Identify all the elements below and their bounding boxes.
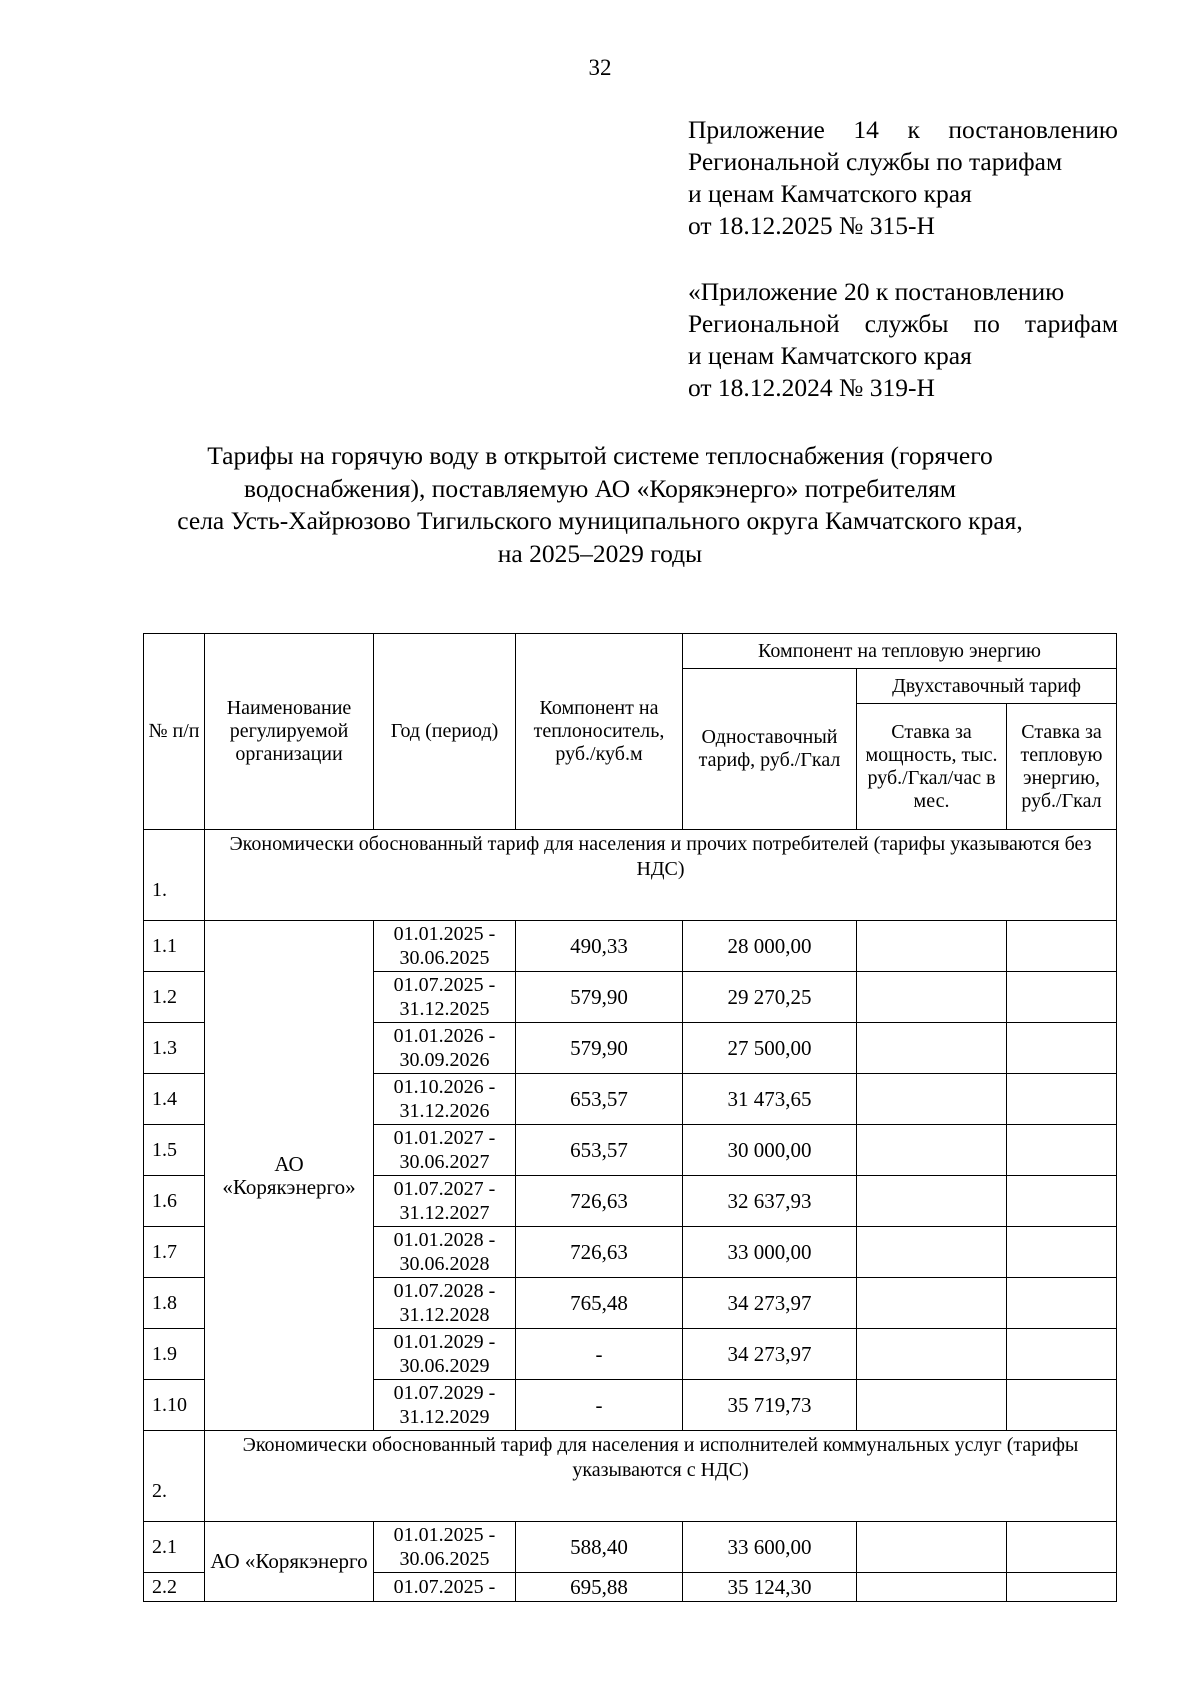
annex-line: «Приложение 20 к постановлению [688, 277, 1065, 306]
capacity-rate-value [857, 1380, 1007, 1431]
period-cell [374, 1125, 516, 1176]
period-to: 31.12.2028 [399, 1304, 490, 1326]
annex-line: и ценам Камчатского края [688, 341, 972, 370]
energy-rate-value [1007, 1023, 1117, 1074]
period-from: 01.07.2025 - [393, 1576, 496, 1598]
period-cell [374, 921, 516, 972]
annex-current-reference [688, 114, 1118, 242]
row-number: 1.6 [144, 1176, 205, 1227]
single-rate-value: 28 000,00 [683, 921, 857, 972]
period-cell [374, 1278, 516, 1329]
period-to: 30.06.2028 [399, 1253, 490, 1275]
carrier-value: 579,90 [516, 1023, 683, 1074]
energy-rate-value [1007, 921, 1117, 972]
carrier-value: 765,48 [516, 1278, 683, 1329]
period-cell [374, 1227, 516, 1278]
single-rate-value: 33 000,00 [683, 1227, 857, 1278]
row-number: 1.3 [144, 1023, 205, 1074]
capacity-rate-value [857, 1522, 1007, 1573]
header-two-rate: Двухставочный тариф [857, 669, 1117, 704]
period-to: 31.12.2029 [399, 1406, 490, 1428]
capacity-rate-value [857, 1125, 1007, 1176]
period-to: 30.06.2025 [399, 1548, 490, 1570]
header-num: № п/п [144, 634, 205, 830]
single-rate-value: 30 000,00 [683, 1125, 857, 1176]
header-capacity-rate: Ставка за мощность, тыс. руб./Гкал/час в мес. [857, 704, 1007, 830]
annex-line: от 18.12.2025 № 315-Н [688, 211, 935, 240]
period-from: 01.07.2029 - [393, 1382, 496, 1404]
period-cell [374, 1074, 516, 1125]
title-line: водоснабжения), поставляемую АО «Корякэнерго» потребителям [244, 473, 956, 503]
energy-rate-value [1007, 1125, 1117, 1176]
carrier-value: 490,33 [516, 921, 683, 972]
period-cell [374, 1023, 516, 1074]
period-to: 30.06.2029 [399, 1355, 490, 1377]
title-line: на 2025–2029 годы [497, 538, 703, 568]
single-rate-value: 27 500,00 [683, 1023, 857, 1074]
capacity-rate-value [857, 921, 1007, 972]
period-to: 30.06.2027 [399, 1151, 490, 1173]
row-number: 2.1 [144, 1522, 205, 1573]
row-number: 1.2 [144, 972, 205, 1023]
carrier-value: 726,63 [516, 1176, 683, 1227]
tariff-table [143, 633, 1117, 1602]
title-line: Тарифы на горячую воду в открытой системе теплоснабжения (горячего [207, 441, 993, 470]
period-cell [374, 1176, 516, 1227]
organization-name: АО «Корякэнерго» [205, 921, 374, 1431]
capacity-rate-value [857, 1074, 1007, 1125]
period-from: 01.01.2027 - [393, 1127, 496, 1149]
energy-rate-value [1007, 1278, 1117, 1329]
carrier-value: - [516, 1380, 683, 1431]
capacity-rate-value [857, 1176, 1007, 1227]
section-header-row [144, 1431, 1117, 1522]
single-rate-value: 32 637,93 [683, 1176, 857, 1227]
capacity-rate-value [857, 1573, 1007, 1602]
single-rate-value: 33 600,00 [683, 1522, 857, 1573]
section-title: Экономически обоснованный тариф для населения и исполнителей коммунальных услуг (тарифы указываются с НДС) [205, 1431, 1117, 1522]
row-number: 1.8 [144, 1278, 205, 1329]
period-from: 01.07.2025 - [393, 974, 496, 996]
period-from: 01.10.2026 - [393, 1076, 496, 1098]
single-rate-value: 31 473,65 [683, 1074, 857, 1125]
row-number: 1.7 [144, 1227, 205, 1278]
annex-line: Приложение 14 к постановлению [688, 115, 1118, 144]
row-number: 1.4 [144, 1074, 205, 1125]
organization-name: АО «Корякэнерго [205, 1522, 374, 1602]
period-from: 01.07.2028 - [393, 1280, 496, 1302]
header-single-rate: Одноставочный тариф, руб./Гкал [683, 669, 857, 830]
period-to: 31.12.2027 [399, 1202, 490, 1224]
header-energy-component: Компонент на тепловую энергию [683, 634, 1117, 669]
section-header-row [144, 830, 1117, 921]
section-number: 1. [144, 830, 205, 921]
energy-rate-value [1007, 1522, 1117, 1573]
period-cell [374, 1573, 516, 1602]
header-period: Год (период) [374, 634, 516, 830]
capacity-rate-value [857, 1023, 1007, 1074]
energy-rate-value [1007, 1074, 1117, 1125]
row-number: 1.5 [144, 1125, 205, 1176]
period-from: 01.07.2027 - [393, 1178, 496, 1200]
period-cell [374, 1380, 516, 1431]
energy-rate-value [1007, 1380, 1117, 1431]
annex-previous-reference [688, 276, 1118, 404]
energy-rate-value [1007, 1329, 1117, 1380]
section-number: 2. [144, 1431, 205, 1522]
period-to: 30.06.2025 [399, 947, 490, 969]
period-from: 01.01.2028 - [393, 1229, 496, 1251]
title-line: села Усть-Хайрюзово Тигильского муниципального округа Камчатского края, [177, 506, 1023, 535]
capacity-rate-value [857, 1227, 1007, 1278]
row-number: 2.2 [144, 1573, 205, 1602]
period-from: 01.01.2025 - [393, 1524, 496, 1546]
carrier-value: 653,57 [516, 1074, 683, 1125]
period-from: 01.01.2026 - [393, 1025, 496, 1047]
single-rate-value: 35 719,73 [683, 1380, 857, 1431]
annex-line: и ценам Камчатского края [688, 179, 972, 208]
capacity-rate-value [857, 1278, 1007, 1329]
single-rate-value: 29 270,25 [683, 972, 857, 1023]
energy-rate-value [1007, 1176, 1117, 1227]
header-organization: Наименование регулируемой организации [205, 634, 374, 830]
section-title: Экономически обоснованный тариф для населения и прочих потребителей (тарифы указываются без НДС) [205, 830, 1117, 921]
energy-rate-value [1007, 972, 1117, 1023]
carrier-value: 695,88 [516, 1573, 683, 1602]
carrier-value: - [516, 1329, 683, 1380]
header-energy-rate: Ставка за тепловую энергию, руб./Гкал [1007, 704, 1117, 830]
tariff-table-body [144, 830, 1117, 1602]
annex-line: Региональной службы по тарифам [688, 309, 1118, 338]
document-title [60, 440, 1140, 570]
period-cell [374, 1329, 516, 1380]
row-number: 1.1 [144, 921, 205, 972]
energy-rate-value [1007, 1227, 1117, 1278]
carrier-value: 653,57 [516, 1125, 683, 1176]
single-rate-value: 34 273,97 [683, 1278, 857, 1329]
period-to: 30.09.2026 [399, 1049, 490, 1071]
header-carrier-component: Компонент на теплоноситель, руб./куб.м [516, 634, 683, 830]
carrier-value: 726,63 [516, 1227, 683, 1278]
period-cell [374, 972, 516, 1023]
period-cell [374, 1522, 516, 1573]
period-from: 01.01.2025 - [393, 923, 496, 945]
period-to: 31.12.2026 [399, 1100, 490, 1122]
page-number: 32 [588, 55, 612, 80]
carrier-value: 579,90 [516, 972, 683, 1023]
energy-rate-value [1007, 1573, 1117, 1602]
capacity-rate-value [857, 972, 1007, 1023]
period-from: 01.01.2029 - [393, 1331, 496, 1353]
carrier-value: 588,40 [516, 1522, 683, 1573]
row-number: 1.9 [144, 1329, 205, 1380]
period-to: 31.12.2025 [399, 998, 490, 1020]
annex-line: Региональной службы по тарифам [688, 147, 1063, 176]
single-rate-value: 34 273,97 [683, 1329, 857, 1380]
table-row [144, 1522, 1117, 1573]
row-number: 1.10 [144, 1380, 205, 1431]
table-row [144, 921, 1117, 972]
annex-line: от 18.12.2024 № 319-Н [688, 373, 935, 402]
single-rate-value: 35 124,30 [683, 1573, 857, 1602]
capacity-rate-value [857, 1329, 1007, 1380]
